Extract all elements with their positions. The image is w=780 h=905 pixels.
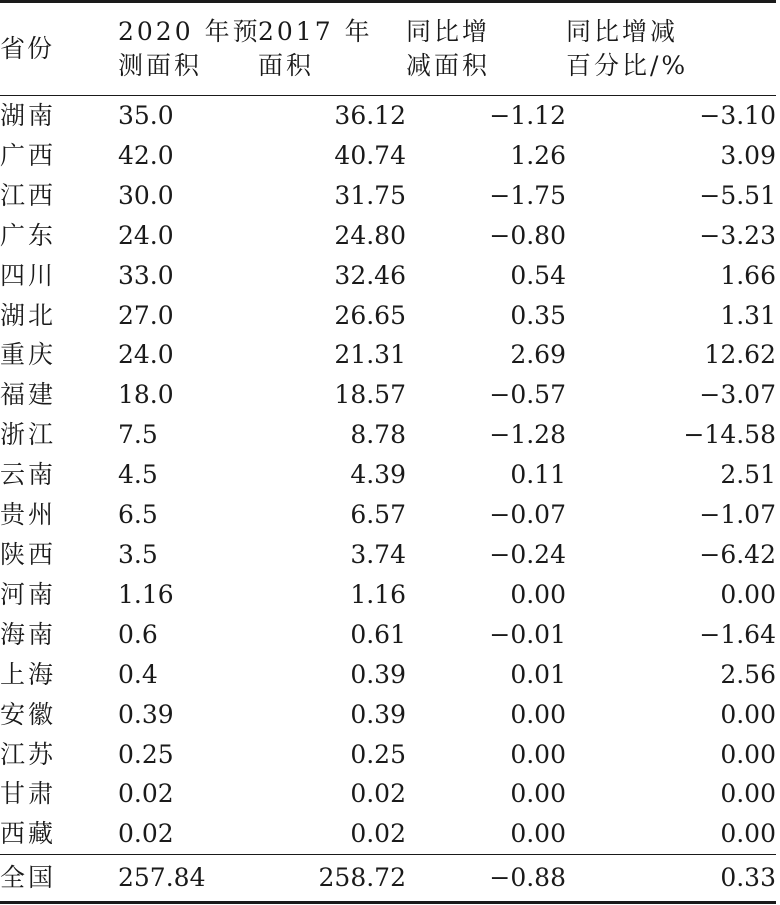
cell-yoy-change: −0.07: [489, 500, 566, 530]
cell-yoy-change: 2.69: [510, 340, 566, 370]
cell-area-2017: 4.39: [350, 460, 406, 490]
cell-area-2017: 18.57: [334, 380, 406, 410]
table-row: [0, 216, 776, 256]
cell-yoy-change: −1.12: [489, 101, 566, 130]
cell-province: 贵州: [0, 500, 57, 530]
cell-area-2017: 21.31: [334, 340, 406, 370]
cell-yoy-change: 0.00: [510, 699, 566, 729]
cell-yoy-change: −1.75: [489, 180, 566, 210]
table-row: [0, 455, 776, 495]
cell-yoy-pct: 2.51: [720, 460, 776, 490]
cell-area-2017: 36.12: [334, 101, 406, 130]
cell-yoy-pct: 0.00: [720, 819, 776, 849]
cell-yoy-change: 0.35: [510, 300, 566, 330]
cell-yoy-change: 0.00: [510, 579, 566, 609]
table-row: [0, 735, 776, 775]
header-yoy-pct-line1: 同比增减: [566, 17, 679, 46]
cell-pred-2020: 0.02: [118, 779, 174, 809]
cell-pred-2020: 3.5: [118, 539, 158, 569]
cell-yoy-change: 0.54: [510, 260, 566, 290]
table-row: [0, 495, 776, 535]
cell-province: 浙江: [0, 420, 57, 450]
cell-yoy-pct: −14.58: [683, 420, 776, 450]
cell-province: 上海: [0, 659, 57, 689]
header-pred-2020-line1: 2020 年预: [118, 17, 261, 46]
table-row: [0, 96, 776, 136]
table-row: [0, 774, 776, 814]
table-header: [0, 2, 776, 96]
cell-pred-2020: 0.39: [118, 699, 174, 729]
cell-pred-2020: 42.0: [118, 140, 174, 170]
table-row: [0, 136, 776, 176]
cell-yoy-pct: 0.00: [720, 579, 776, 609]
cell-yoy-pct: −1.64: [699, 619, 776, 649]
cell-pred-2020: 7.5: [118, 420, 158, 450]
cell-area-2017: 0.25: [350, 739, 406, 769]
cell-area-2017: 32.46: [334, 260, 406, 290]
table-row: [0, 256, 776, 296]
cell-yoy-change: 1.26: [510, 140, 566, 170]
cell-yoy-change: 0.00: [510, 819, 566, 849]
cell-yoy-pct: 0.00: [720, 739, 776, 769]
cell-yoy-change: −1.28: [489, 420, 566, 450]
header-area-2017-line1: 2017 年: [258, 17, 373, 46]
table-row: [0, 415, 776, 455]
cell-province: 广西: [0, 140, 57, 170]
table-row: [0, 296, 776, 336]
table-row: [0, 176, 776, 216]
cell-yoy-pct: 12.62: [704, 340, 776, 370]
table-row: [0, 615, 776, 655]
cell-area-2017: 0.39: [350, 659, 406, 689]
cell-pred-2020: 35.0: [118, 101, 174, 130]
header-yoy-change-line1: 同比增: [406, 17, 491, 46]
table-row: [0, 375, 776, 415]
cell-area-2017: 31.75: [334, 180, 406, 210]
cell-area-2017: 8.78: [350, 420, 406, 450]
cell-yoy-change: −0.24: [489, 539, 566, 569]
cell-province: 福建: [0, 380, 57, 410]
header-yoy-change: [406, 2, 566, 96]
header-yoy-pct: [566, 2, 776, 96]
cell-pred-2020: 0.4: [118, 659, 158, 689]
cell-yoy-pct: −3.07: [699, 380, 776, 410]
cell-province: 四川: [0, 260, 57, 290]
cell-pred-2020: 30.0: [118, 180, 174, 210]
cell-yoy-pct: 2.56: [720, 659, 776, 689]
cell-province: 全国: [0, 855, 118, 903]
cell-pred-2020: 1.16: [118, 579, 174, 609]
header-yoy-change-line2: 减面积: [406, 51, 491, 80]
header-row: [0, 2, 776, 96]
cell-area-2017: 24.80: [334, 220, 406, 250]
table-row: [0, 814, 776, 854]
table-row: [0, 655, 776, 695]
cell-province: 河南: [0, 579, 57, 609]
cell-pred-2020: 0.6: [118, 619, 158, 649]
total-row: [0, 855, 776, 903]
cell-yoy-pct: −1.07: [699, 500, 776, 530]
cell-area-2017: 3.74: [350, 539, 406, 569]
cell-yoy-change: 0.11: [510, 460, 566, 490]
cell-yoy-pct: 1.66: [720, 260, 776, 290]
cell-yoy-pct: 0.33: [566, 855, 776, 903]
header-pred-2020: [118, 2, 261, 96]
cell-yoy-change: −0.57: [489, 380, 566, 410]
cell-area-2017: 1.16: [350, 579, 406, 609]
header-pred-2020-line2: 测面积: [118, 51, 203, 80]
cell-pred-2020: 0.02: [118, 819, 174, 849]
cell-province: 安徽: [0, 699, 57, 729]
cell-yoy-change: −0.88: [406, 855, 566, 903]
cell-area-2017: 0.61: [350, 619, 406, 649]
cell-area-2017: 26.65: [334, 300, 406, 330]
cell-yoy-pct: 0.00: [720, 779, 776, 809]
table-body: [0, 96, 776, 903]
table-row: [0, 335, 776, 375]
cell-pred-2020: 0.25: [118, 739, 174, 769]
cell-yoy-pct: −3.10: [699, 101, 776, 130]
cell-area-2017: 6.57: [350, 500, 406, 530]
cell-province: 云南: [0, 460, 57, 490]
cell-yoy-pct: −6.42: [699, 539, 776, 569]
cell-yoy-pct: −3.23: [699, 220, 776, 250]
header-province: 省份: [0, 2, 118, 96]
table-row: [0, 575, 776, 615]
header-area-2017-line2: 面积: [258, 51, 315, 80]
cell-province: 湖南: [0, 101, 57, 130]
cell-yoy-change: 0.01: [510, 659, 566, 689]
cell-area-2017: 258.72: [258, 855, 406, 903]
cell-province: 陕西: [0, 539, 57, 569]
table-row: [0, 695, 776, 735]
cell-yoy-change: −0.01: [489, 619, 566, 649]
cell-province: 湖北: [0, 300, 57, 330]
cell-area-2017: 0.02: [350, 819, 406, 849]
cell-area-2017: 40.74: [334, 140, 406, 170]
cell-pred-2020: 257.84: [118, 855, 258, 903]
cell-province: 重庆: [0, 340, 57, 370]
cell-pred-2020: 18.0: [118, 380, 174, 410]
cell-area-2017: 0.39: [350, 699, 406, 729]
cell-province: 西藏: [0, 819, 57, 849]
cell-pred-2020: 24.0: [118, 220, 174, 250]
cell-yoy-pct: 3.09: [720, 140, 776, 170]
cell-province: 甘肃: [0, 779, 57, 809]
cell-yoy-change: −0.80: [489, 220, 566, 250]
cell-area-2017: 0.02: [350, 779, 406, 809]
cell-pred-2020: 24.0: [118, 340, 174, 370]
cell-pred-2020: 6.5: [118, 500, 158, 530]
cell-yoy-pct: −5.51: [699, 180, 776, 210]
table-row: [0, 535, 776, 575]
header-area-2017: [258, 2, 406, 96]
cell-province: 海南: [0, 619, 57, 649]
cell-pred-2020: 4.5: [118, 460, 158, 490]
header-yoy-pct-line2: 百分比/%: [566, 51, 689, 80]
cell-yoy-pct: 1.31: [720, 300, 776, 330]
cell-yoy-change: 0.00: [510, 739, 566, 769]
cell-pred-2020: 27.0: [118, 300, 174, 330]
cell-yoy-change: 0.00: [510, 779, 566, 809]
cell-province: 江西: [0, 180, 57, 210]
cell-yoy-pct: 0.00: [720, 699, 776, 729]
cell-pred-2020: 33.0: [118, 260, 174, 290]
cell-province: 广东: [0, 220, 57, 250]
cell-province: 江苏: [0, 739, 57, 769]
